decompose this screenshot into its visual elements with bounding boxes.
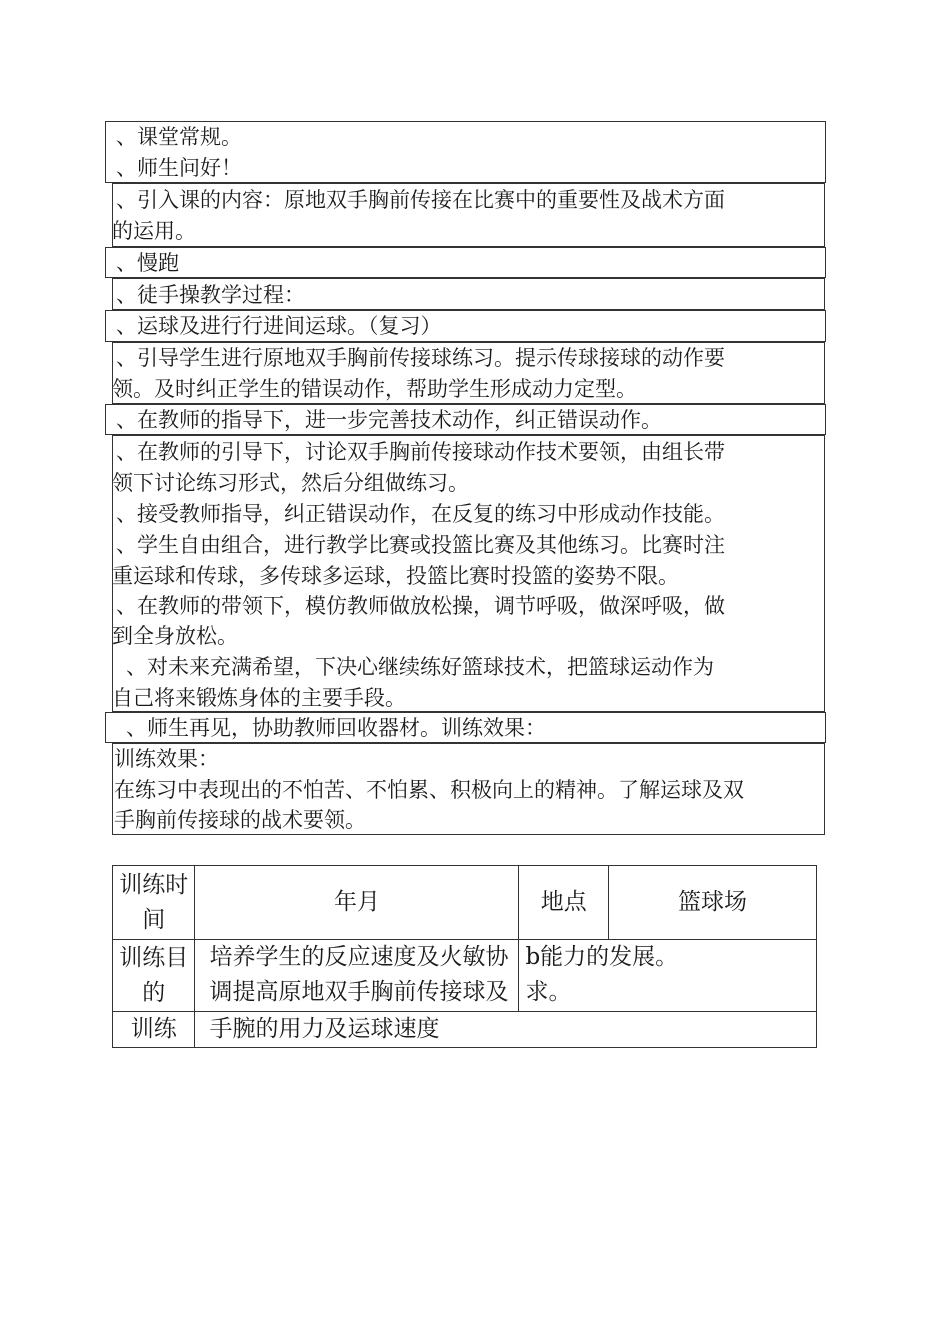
purpose-text-cell-continued: b能力的发展。 求。 [519,940,817,1012]
text-line-10: 、在教师的指导下，进一步完善技术动作，纠正错误动作。 [116,408,662,432]
text-line-22: 在练习中表现出的不怕苦、不怕累、积极向上的精神。了解运球及双 [114,778,744,802]
text-line-19: 自己将来锻炼身体的主要手段。 [112,686,406,710]
text-line-12: 领下讨论练习形式，然后分组做练习。 [112,471,469,495]
text-line-3: 、引入课的内容：原地双手胸前传接在比赛中的重要性及战术方面 [116,188,725,212]
label-cell-location: 地点 [519,866,609,940]
text-line-6: 、徒手操教学过程： [116,283,305,307]
text-line-13: 、接受教师指导，纠正错误动作，在反复的练习中形成动作技能。 [116,502,725,526]
label-cell-training: 训练 [113,1012,195,1048]
table-row [113,940,817,1012]
row-box-3 [105,247,826,278]
table-row [113,866,817,940]
text-line-15: 重运球和传球，多传球多运球，投篮比赛时投篮的姿势不限。 [112,564,679,588]
text-line-9: 领。及时纠正学生的错误动作，帮助学生形成动力定型。 [112,377,637,401]
text-line-18: 、对未来充满希望，下决心继续练好篮球技术，把篮球运动作为 [126,655,714,679]
text-line-11: 、在教师的引导下，讨论双手胸前传接球动作技术要领，由组长带 [116,440,725,464]
text-line-16: 、在教师的带领下，模仿教师做放松操，调节呼吸，做深呼吸，做 [116,594,725,618]
text-line-1: 、课堂常规。 [116,125,242,149]
label-cell-purpose: 训练目的 [113,940,195,1012]
text-line-14: 、学生自由组合，进行教学比赛或投篮比赛及其他练习。比赛时注 [116,533,725,557]
value-cell-location: 篮球场 [609,866,817,940]
text-line-5: 、慢跑 [116,251,179,275]
text-line-8: 、引导学生进行原地双手胸前传接球练习。提示传球接球的动作要 [116,346,725,370]
text-line-17: 到全身放松。 [112,624,238,648]
text-line-4: 的运用。 [112,219,196,243]
value-cell-date: 年月 [195,866,519,940]
text-line-20: 、师生再见，协助教师回收器材。训练效果： [126,716,546,740]
training-focus-cell: 手腕的用力及运球速度 [195,1012,817,1048]
label-cell-time: 训练时间 [113,866,195,940]
purpose-text-cell: 培养学生的反应速度及火敏协 调提高原地双手胸前传接球及 [195,940,519,1012]
text-line-7: 、运球及进行行进间运球。（复习） [116,314,442,338]
training-info-table [112,865,817,1048]
table-row [113,1012,817,1048]
text-line-21: 训练效果： [114,747,219,771]
text-line-23: 手胸前传接球的战术要领。 [114,808,366,832]
text-line-2: 、师生问好！ [116,156,242,180]
